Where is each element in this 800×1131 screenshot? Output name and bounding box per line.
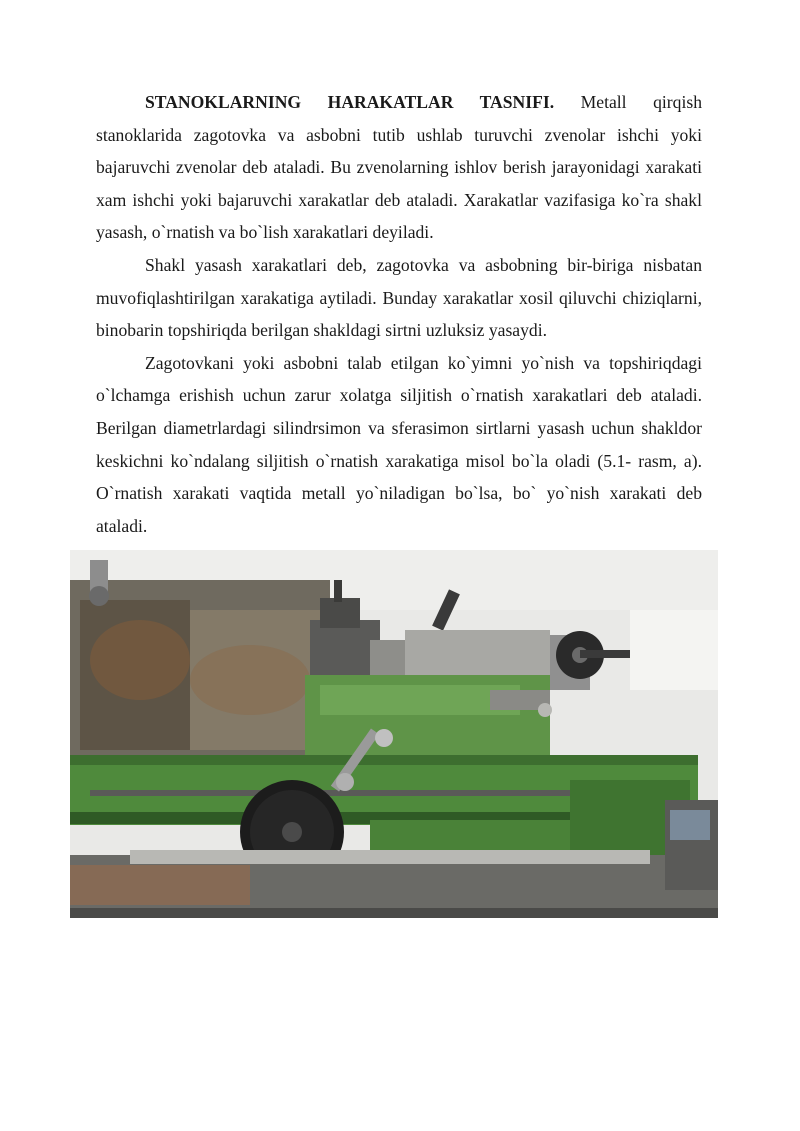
document-body [96,86,702,542]
lathe-illustration [70,550,718,918]
section-heading: STANOKLARNING HARAKATLAR TASNIFI. [145,92,555,112]
paragraph-1-text: Metall qirqish stanoklarida zagotovka va asbobni tutib ushlab turuvchi zvenolar ishchi yoki bajaruvchi zvenolar deb ataladi. Bu zvenolarning ishlov berish jarayonidagi xarakati xam ishchi yoki bajaruvchi xarakatlar deb ataladi. Xarakatlar vazifasiga ko`ra shakl yasash, o`rnatish va bo`lish xarakatlari deyiladi. [96,92,702,243]
paragraph-3: Zagotovkani yoki asbobni talab etilgan ko`yimni yo`nish va topshiriqdagi o`lchamga erishish uchun zarur xolatga siljitish o`rnatish xarakatlari deb ataladi. Berilgan diametrlardagi silindrsimon va sferasimon sirtlarni yasash uchun shakldor keskichni ko`ndalang siljitish o`rnatish xarakatiga misol bo`la oladi (5.1- rasm, a). O`rnatish xarakati vaqtida metall yo`niladigan bo`lsa, bo` yo`nish xarakati deb ataladi. [96,352,702,536]
lathe-photo [70,550,718,918]
paragraph-2: Shakl yasash xarakatlari deb, zagotovka va asbobning bir-biriga nisbatan muvofiqlashtirilgan xarakatiga aytiladi. Bunday xarakatlar xosil qiluvchi chiziqlarni, binobarin topshiriqda berilgan shakldagi sirtni uzluksiz yasaydi. [96,254,702,341]
paragraph-1 [96,86,702,249]
